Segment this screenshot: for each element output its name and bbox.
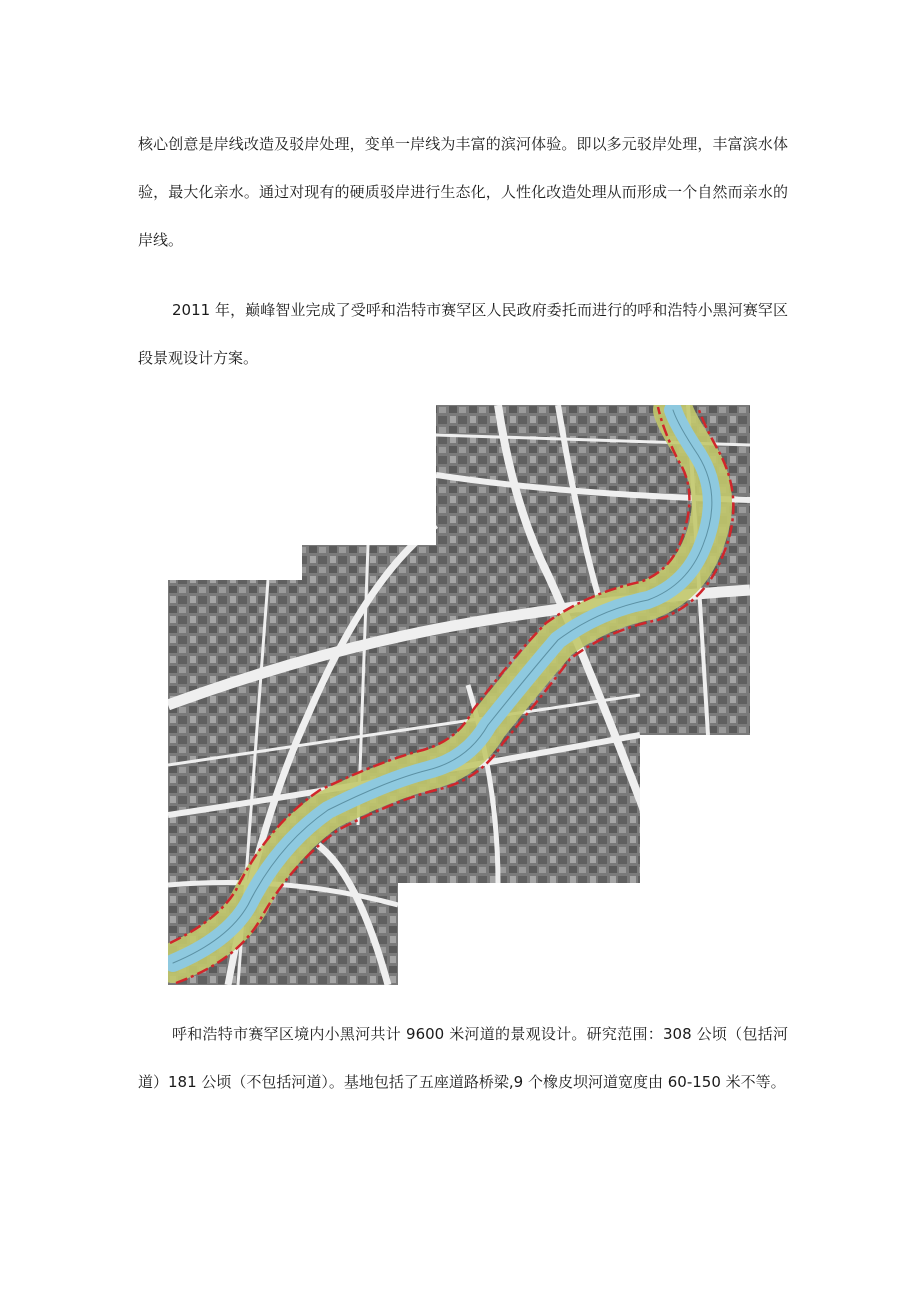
scope-paragraph: 呼和浩特市赛罕区境内小黑河共计 9600 米河道的景观设计。研究范围：308 公顷（包括河道）181 公顷（不包括河道）。基地包括了五座道路桥梁,9 个橡皮坝河道宽度由 60-150 米不等。 — [138, 1025, 788, 1091]
river-site-aerial-map — [168, 405, 750, 985]
aerial-photo — [168, 405, 750, 985]
intro-paragraph: 核心创意是岸线改造及驳岸处理，变单一岸线为丰富的滨河体验。即以多元驳岸处理，丰富滨水体验，最大化亲水。通过对现有的硬质驳岸进行生态化，人性化改造处理从而形成一个自然而亲水的岸线。 — [138, 135, 788, 249]
project-paragraph: 2011 年，巅峰智业完成了受呼和浩特市赛罕区人民政府委托而进行的呼和浩特小黑河赛罕区段景观设计方案。 — [138, 301, 788, 367]
